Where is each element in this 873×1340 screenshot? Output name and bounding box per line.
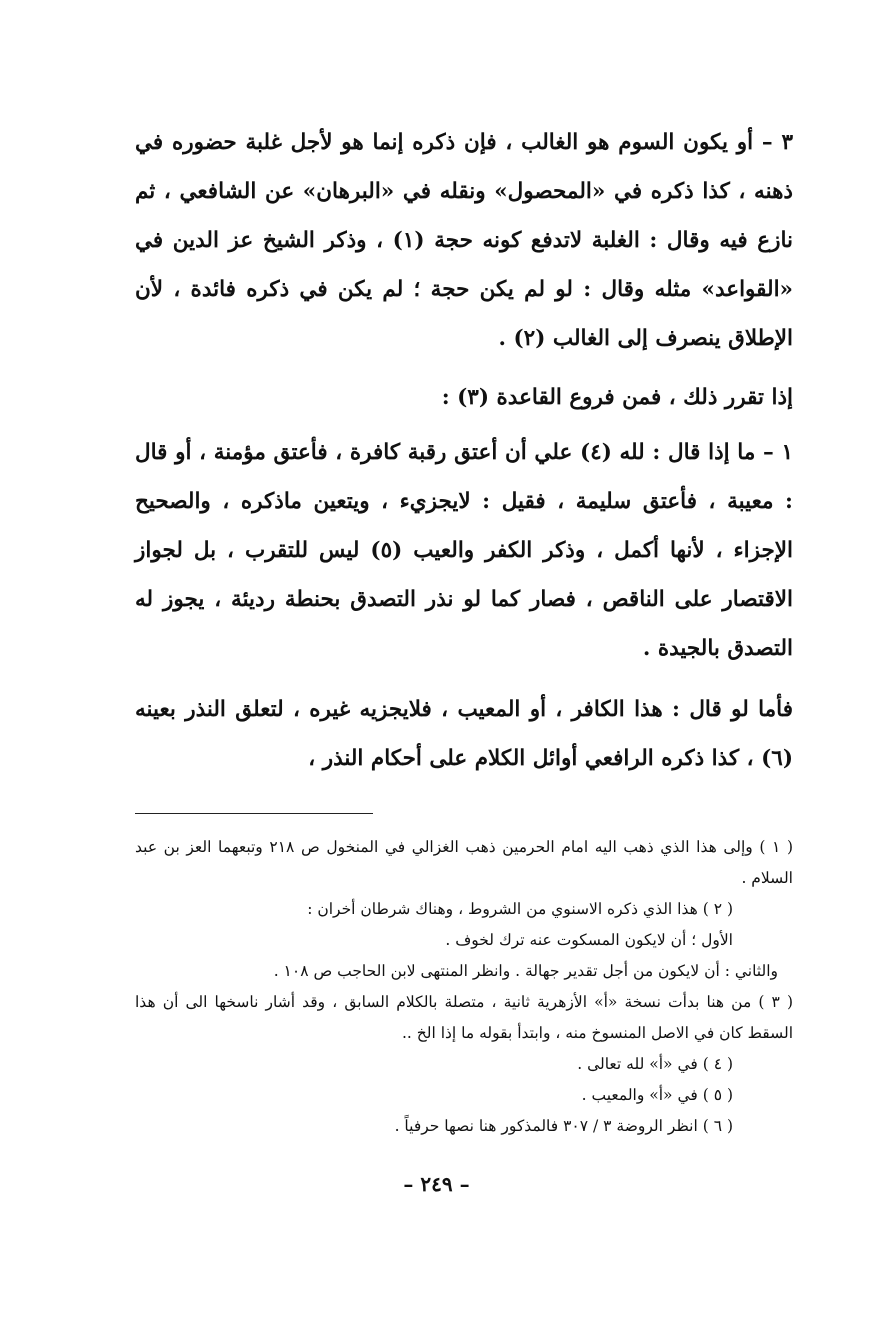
footnotes — [135, 832, 793, 1142]
footnote-2: ( ٢ ) هذا الذي ذكره الاسنوي من الشروط ، وهناك شرطان أخران : — [307, 900, 733, 918]
footnote-1: ( ١ ) وإلى هذا الذي ذهب اليه امام الحرمين ذهب الغزالي في المنخول ص ٢١٨ وتبعهما العز بن عبد السلام . — [135, 838, 794, 887]
footnote-divider — [135, 813, 373, 814]
body-paragraph-1: ٣ – أو يكون السوم هو الغالب ، فإن ذكره إنما هو لأجل غلبة حضوره في ذهنه ، كذا ذكره في «المحصول» ونقله في «البرهان» عن الشافعي ، ثم نازع فيه وقال : الغلبة لاتدفع كونه حجة (١) ، وذكر الشيخ عز الدين في «القواعد» مثله وقال : لو لم يكن حجة ؛ لم يكن في ذكره فائدة ، لأن الإطلاق ينصرف إلى الغالب (٢) . — [135, 130, 793, 351]
main-body — [135, 118, 793, 783]
body-paragraph-2: ١ – ما إذا قال : لله (٤) علي أن أعتق رقبة كافرة ، فأعتق مؤمنة ، أو قال : معيبة ، فأعتق سليمة ، فقيل : لايجزيء ، ويتعين ماذكره ، والصحيح الإجزاء ، لأنها أكمل ، وذكر الكفر والعيب (٥) ليس للتقرب ، بل لجواز الاقتصار على الناقص ، فصار كما لو نذر التصدق بحنطة رديئة ، يجوز له التصدق بالجيدة . — [135, 440, 793, 661]
footnote-5: ( ٥ ) في «أ» والمعيب . — [581, 1086, 733, 1104]
footnote-6: ( ٦ ) انظر الروضة ٣ / ٣٠٧ فالمذكور هنا نصها حرفياً . — [394, 1117, 733, 1135]
footnote-2-first: الأول ؛ أن لايكون المسكوت عنه ترك لخوف . — [445, 931, 733, 949]
footnote-2-second: والثاني : أن لايكون من أجل تقدير جهالة . وانظر المنتهى لابن الحاجب ص ١٠٨ . — [273, 962, 778, 980]
footnote-4: ( ٤ ) في «أ» لله تعالى . — [577, 1055, 733, 1073]
footnote-3: ( ٣ ) من هنا بدأت نسخة «أ» الأزهرية ثانية ، متصلة بالكلام السابق ، وقد أشار ناسخها الى أن هذا السقط كان في الاصل المنسوخ منه ، وابتدأ بقوله ما إذا الخ .. — [135, 993, 793, 1042]
body-paragraph-3: فأما لو قال : هذا الكافر ، أو المعيب ، فلايجزيه غيره ، لتعلق النذر بعينه (٦) ، كذا ذكره الرافعي أوائل الكلام على أحكام النذر ، — [135, 697, 793, 771]
section-heading: إذا تقرر ذلك ، فمن فروع القاعدة (٣) : — [441, 385, 793, 410]
page-number: – ٢٤٩ – — [403, 1172, 470, 1196]
